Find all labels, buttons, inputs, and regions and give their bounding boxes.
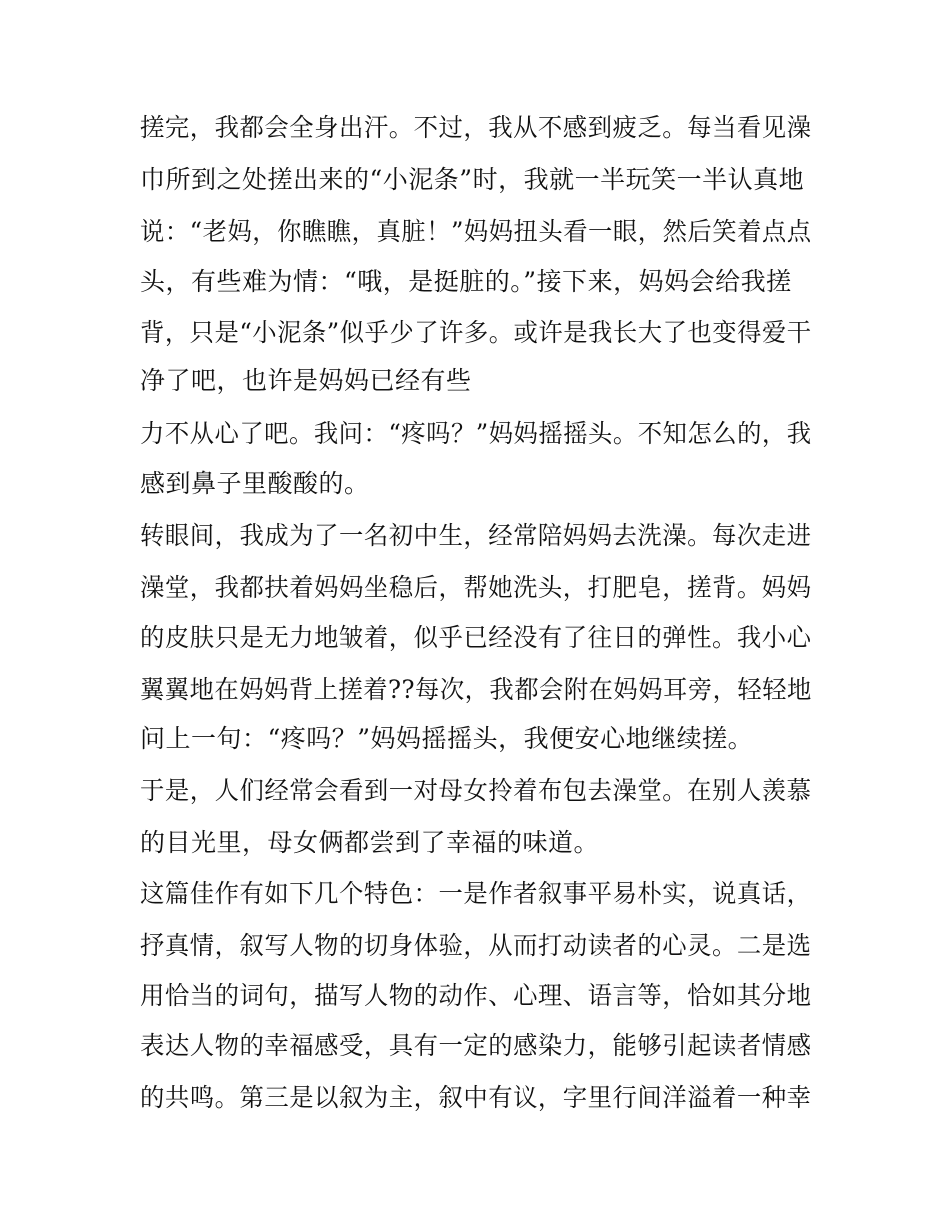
text-line: 力不从心了吧。我问：“疼吗？”妈妈摇摇头。不知怎么的，我: [140, 419, 812, 448]
text-line: 表达人物的幸福感受，具有一定的感染力，能够引起读者情感: [140, 1031, 812, 1060]
text-line: 感到鼻子里酸酸的。: [140, 469, 370, 498]
text-line: 说：“老妈，你瞧瞧，真脏！”妈妈扭头看一眼，然后笑着点点: [140, 217, 812, 246]
text-line: 的共鸣。第三是以叙为主，叙中有议，字里行间洋溢着一种幸: [140, 1083, 812, 1112]
text-line: 于是，人们经常会看到一对母女拎着布包去澡堂。在别人羡慕: [140, 776, 812, 805]
text-line: 巾所到之处搓出来的“小泥条”时，我就一半玩笑一半认真地: [140, 165, 805, 194]
text-line: 净了吧，也许是妈妈已经有些: [140, 366, 472, 395]
text-line: 用恰当的词句，描写人物的动作、心理、语言等，恰如其分地: [140, 981, 812, 1010]
text-line: 搓完，我都会全身出汗。不过，我从不感到疲乏。每当看见澡: [140, 113, 812, 142]
text-line: 背，只是“小泥条”似乎少了许多。或许是我长大了也变得爱干: [140, 318, 812, 347]
text-line: 转眼间，我成为了一名初中生，经常陪妈妈去洗澡。每次走进: [140, 521, 812, 550]
text-line: 抒真情，叙写人物的切身体验，从而打动读者的心灵。二是选: [140, 931, 812, 960]
text-line: 翼翼地在妈妈背上搓着??每次，我都会附在妈妈耳旁，轻轻地: [140, 675, 812, 704]
text-line: 头，有些难为情：“哦，是挺脏的。”接下来，妈妈会给我搓: [140, 267, 792, 296]
text-line: 问上一句：“疼吗？”妈妈摇摇头，我便安心地继续搓。: [140, 724, 754, 753]
text-line: 澡堂，我都扶着妈妈坐稳后，帮她洗头，打肥皂，搓背。妈妈: [140, 573, 812, 602]
text-line: 的皮肤只是无力地皱着，似乎已经没有了往日的弹性。我小心: [140, 623, 812, 652]
text-line: 的目光里，母女俩都尝到了幸福的味道。: [140, 828, 600, 857]
text-line: 这篇佳作有如下几个特色：一是作者叙事平易朴实，说真话，: [140, 879, 812, 908]
